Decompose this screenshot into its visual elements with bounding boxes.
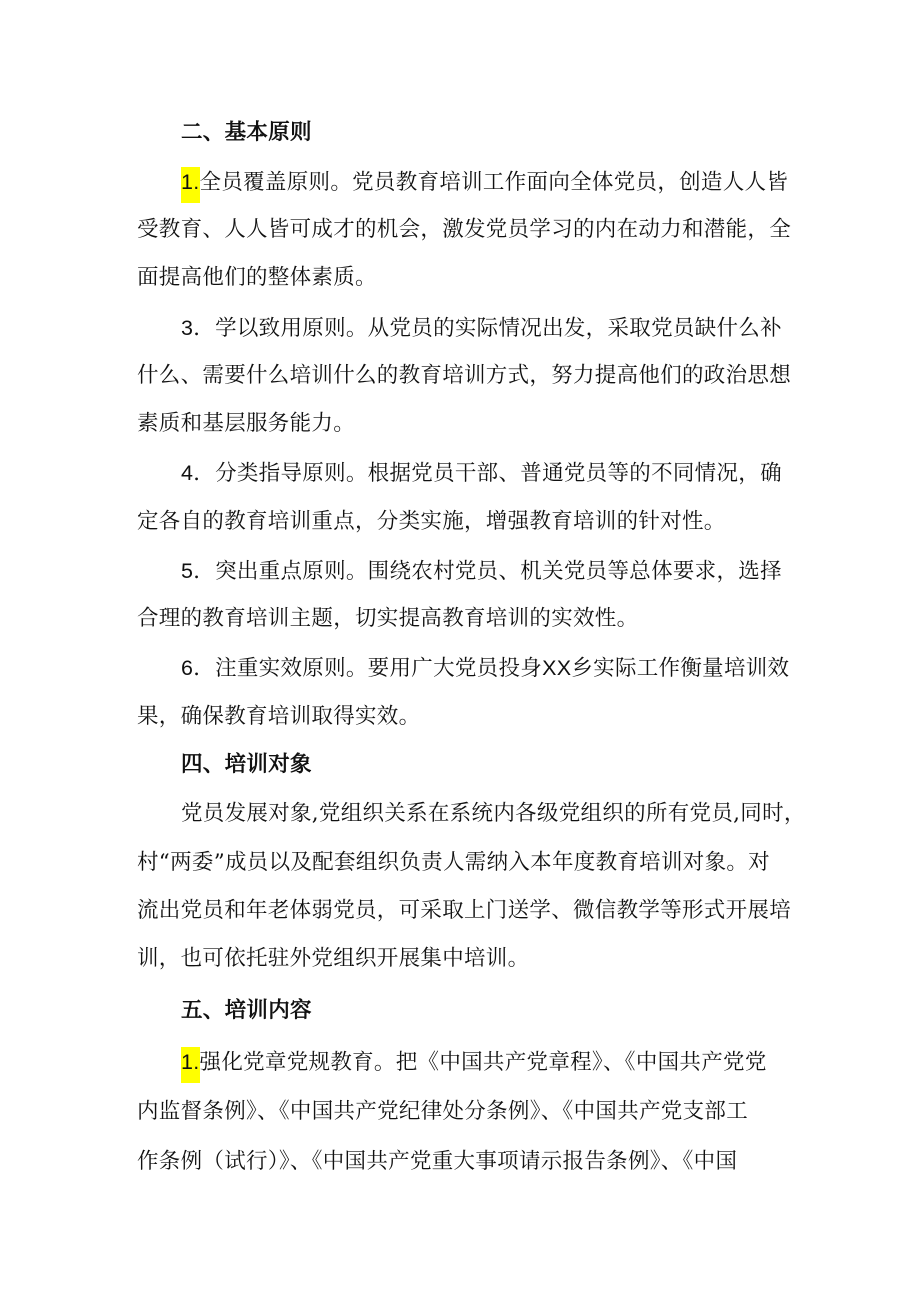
section-heading-training-content: 五、培训内容: [181, 998, 312, 1023]
paragraph-line: 合理的教育培训主题，切实提高教育培训的实效性。: [137, 606, 639, 631]
paragraph-text: 突出重点原则。围绕农村党员、机关党员等总体要求，选择: [215, 559, 782, 584]
paragraph-line: [181, 653, 789, 683]
item-number: 3．: [181, 316, 216, 340]
paragraph-line: 受教育、人人皆可成才的机会，激发党员学习的内在动力和潜能，全: [137, 217, 792, 242]
paragraph-line: [181, 1047, 767, 1077]
paragraph-text: 分类指导原则。根据党员干部、普通党员等的不同情况，确: [215, 461, 782, 486]
paragraph-text: 乡实际工作衡量培训效: [571, 656, 790, 681]
section-heading-basic-principles: 二、基本原则: [181, 120, 312, 145]
paragraph-line: 内监督条例》、《中国共产党纪律处分条例》、《中国共产党支部工: [137, 1099, 749, 1124]
paragraph-line: 果，确保教育培训取得实效。: [137, 704, 421, 729]
paragraph-line: [181, 556, 782, 586]
paragraph-text: 注重实效原则。要用广大党员投身: [215, 656, 543, 681]
paragraph-line: [181, 167, 788, 197]
paragraph-line: 什么、需要什么培训什么的教育培训方式，努力提高他们的政治思想: [137, 363, 792, 388]
paragraph-text: 学以致用原则。从党员的实际情况出发，采取党员缺什么补: [215, 316, 782, 341]
paragraph-line: 定各自的教育培训重点，分类实施，增强教育培训的针对性。: [137, 509, 726, 534]
paragraph-line: 村“两委”成员以及配套组织负责人需纳入本年度教育培训对象。对: [137, 850, 770, 875]
paragraph-line: 流出党员和年老体弱党员，可采取上门送学、微信教学等形式开展培: [137, 898, 792, 923]
item-number: 5．: [181, 559, 216, 583]
paragraph-line: 面提高他们的整体素质。: [137, 265, 377, 290]
item-number: 4．: [181, 461, 216, 485]
highlighted-item-number: 1.: [181, 167, 200, 203]
paragraph-line: 素质和基层服务能力。: [137, 411, 356, 436]
paragraph-line: 训，也可依托驻外党组织开展集中培训。: [137, 946, 530, 971]
paragraph-line: 党员发展对象,党组织关系在系统内各级党组织的所有党员,同时，: [181, 801, 806, 826]
paragraph-text: 强化党章党规教育。把《中国共产党章程》、《中国共产党党: [199, 1050, 767, 1075]
placeholder-text: XX: [542, 656, 572, 680]
paragraph-line: [181, 313, 782, 343]
section-heading-training-targets: 四、培训对象: [181, 752, 312, 777]
paragraph-text: 全员覆盖原则。党员教育培训工作面向全体党员，创造人人皆: [199, 170, 789, 195]
paragraph-line: [181, 458, 782, 488]
highlighted-item-number: 1.: [181, 1047, 200, 1083]
item-number: 6．: [181, 656, 216, 680]
paragraph-line: 作条例（试行）》、《中国共产党重大事项请示报告条例》、《中国: [137, 1149, 738, 1174]
